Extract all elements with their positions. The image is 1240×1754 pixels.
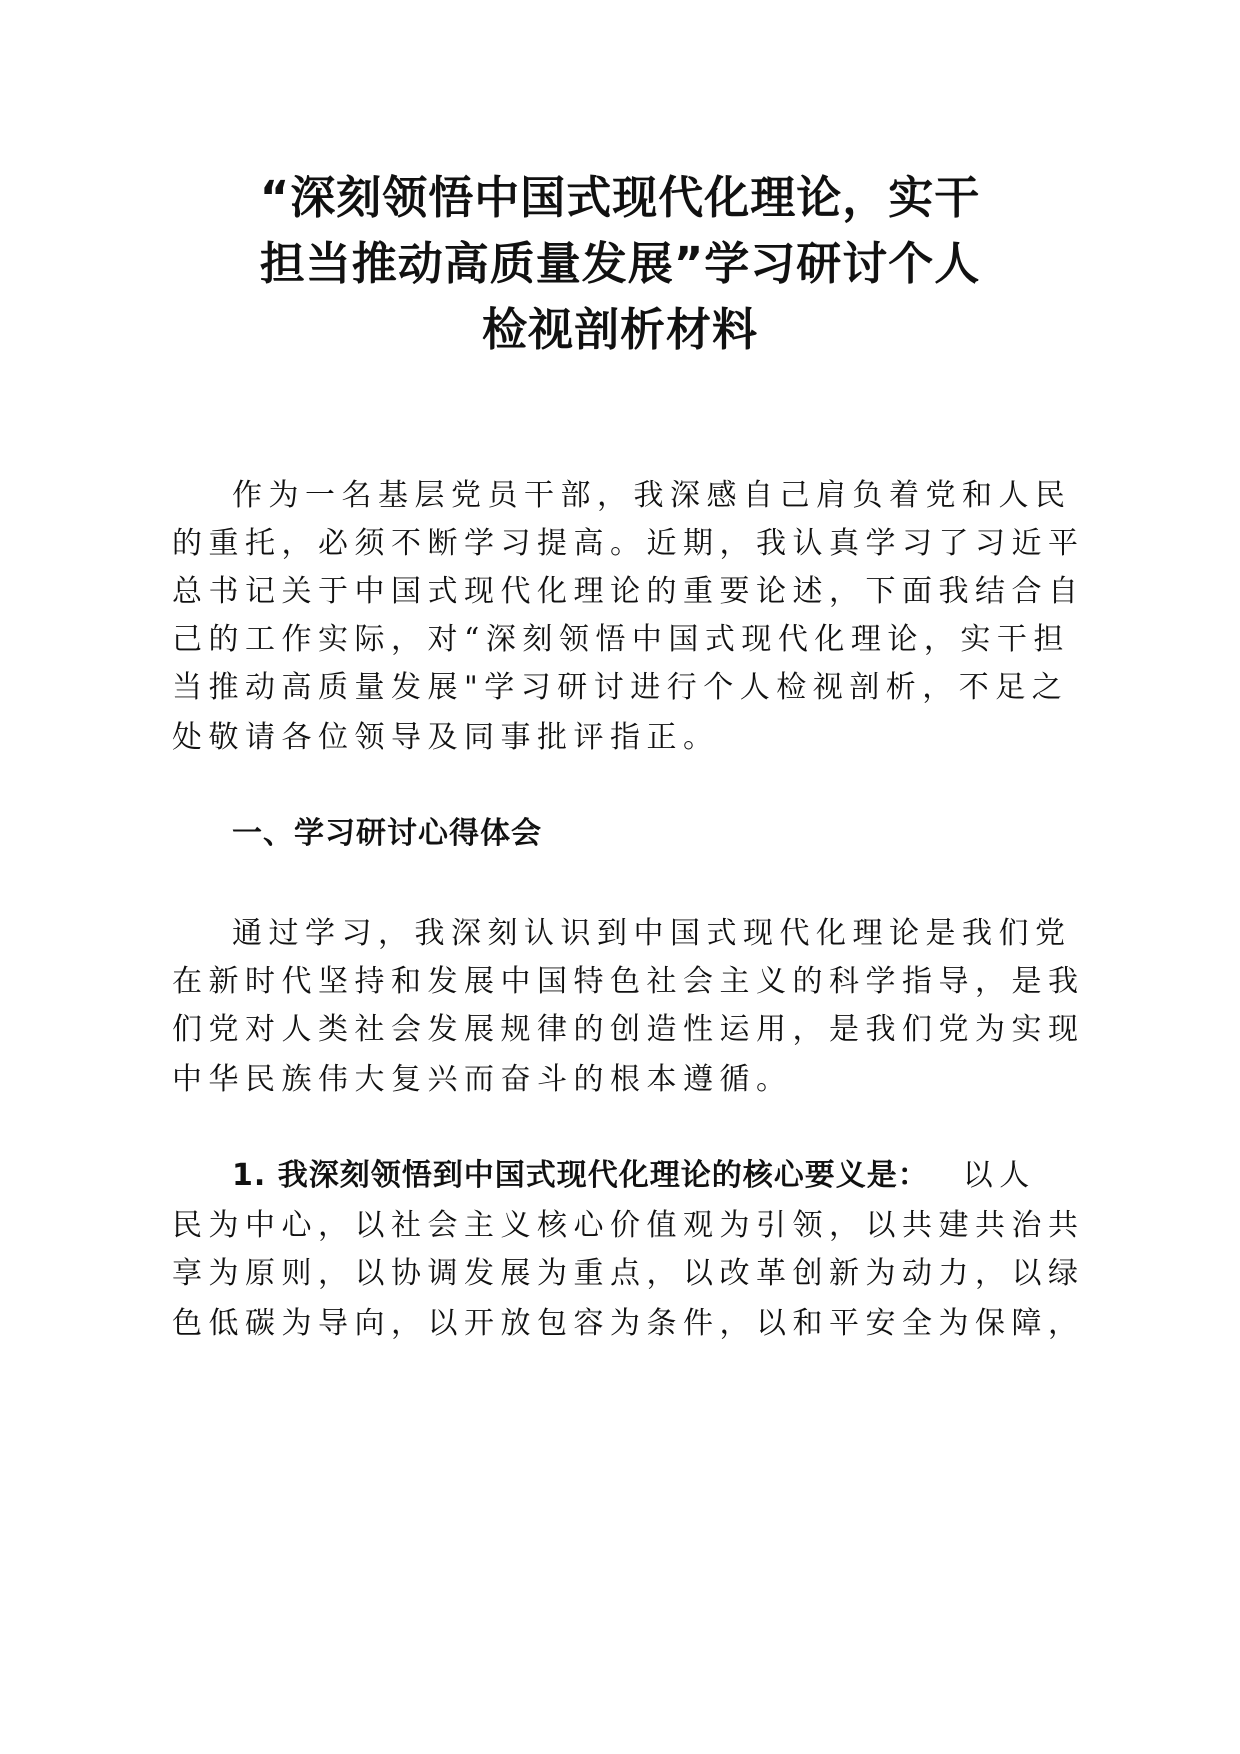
point-lead: 1. 我深刻领悟到中国式现代化理论的核心要义是： [232,1158,929,1193]
section-line: 在新时代坚持和发展中国特色社会主义的科学指导，是我 [172,964,1085,999]
section-line: 中华民族伟大复兴而奋斗的根本遵循。 [172,1062,793,1097]
title-line: 担当推动高质量发展”学习研讨个人 [259,237,981,290]
intro-line: 总书记关于中国式现代化理论的重要论述，下面我结合自 [172,574,1085,609]
section-heading: 一、学习研讨心得体会 [232,816,542,851]
point-line: 民为中心，以社会主义核心价值观为引领，以共建共治共 [172,1208,1085,1243]
point-first-line [232,1156,1036,1196]
point-lead-tail: 以人 [962,1158,1036,1193]
title-line: 检视剖析材料 [481,303,758,356]
intro-line: 当推动高质量发展"学习研讨进行个人检视剖析，不足之 [172,670,1069,705]
intro-line: 的重托，必须不断学习提高。近期，我认真学习了习近平 [172,526,1085,561]
title-line: “深刻领悟中国式现代化理论，实干 [259,171,981,224]
document-title [175,165,1065,363]
point-line: 色低碳为导向，以开放包容为条件，以和平安全为保障， [172,1306,1085,1341]
intro-line: 己的工作实际，对“深刻领悟中国式现代化理论，实干担 [172,622,1070,657]
intro-line: 处敬请各位领导及同事批评指正。 [172,720,720,755]
intro-line: 作为一名基层党员干部，我深感自己肩负着党和人民 [232,478,1072,513]
point-line: 享为原则，以协调发展为重点，以改革创新为动力，以绿 [172,1256,1085,1291]
section-line: 们党对人类社会发展规律的创造性运用，是我们党为实现 [172,1012,1085,1047]
section-line: 通过学习，我深刻认识到中国式现代化理论是我们党 [232,916,1072,951]
